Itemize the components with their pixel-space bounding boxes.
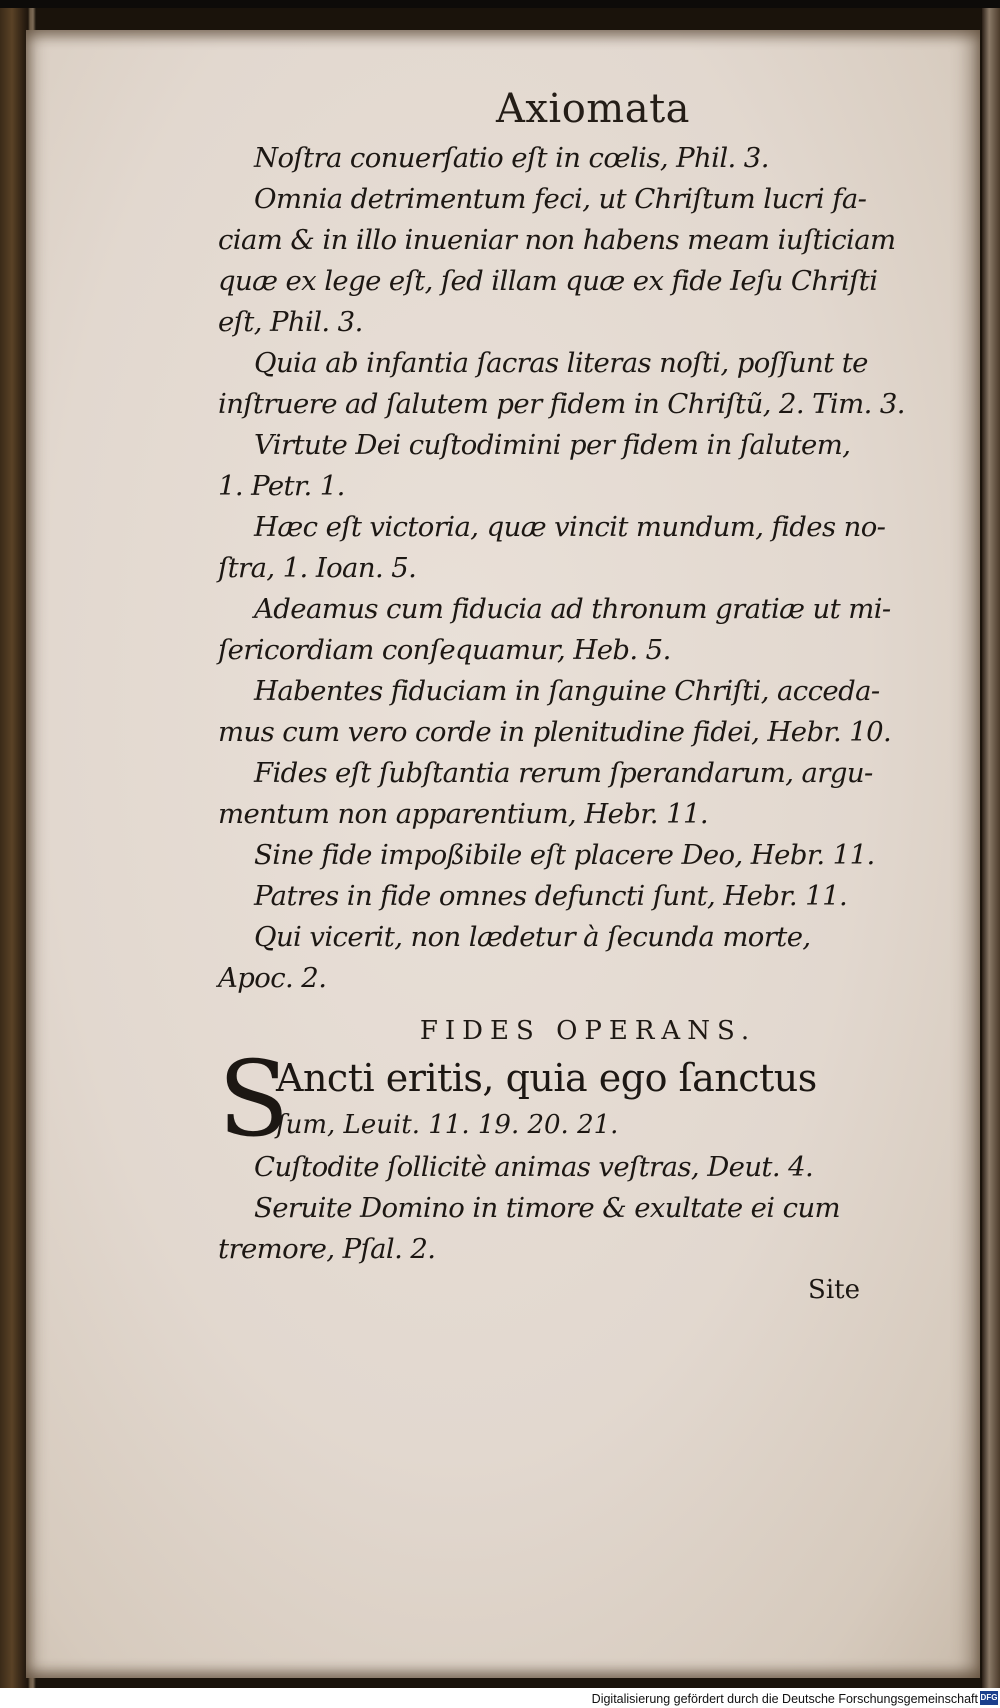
drop-cap-letter: S [218,1038,290,1160]
funding-credit: Digitalisierung gefördert durch die Deutsche Forschungsgemeinschaft [591,1692,978,1706]
dropcap-paragraph [218,1038,938,1160]
text-line: Cuſtodite ſollicitè animas veſtras, Deut. 4. [254,1151,814,1183]
book-edge [982,8,1000,1688]
text-line: mus cum vero corde in plenitudine fidei, Hebr. 10. [218,716,892,748]
text-line: Virtute Dei cuſtodimini per fidem in ſalutem, [254,429,851,461]
text-line: ſtra, 1. Ioan. 5. [218,552,417,584]
text-line: ſericordiam conſequamur, Heb. 5. [218,634,671,666]
footer-strip [0,1688,1000,1708]
dropcap-line-2: ſum, Leuit. 11. 19. 20. 21. [276,1110,619,1140]
running-header: Axiomata [495,86,691,132]
passage-lines-top [218,138,938,999]
text-line: Hæc eſt victoria, quæ vincit mundum, fides no- [254,511,886,543]
text-line: eſt, Phil. 3. [218,306,363,338]
section-heading: FIDES OPERANS. [419,1016,757,1046]
book-scan [0,8,1000,1688]
text-line: quæ ex lege eſt, ſed illam quæ ex fide Ieſu Chriſti [218,265,878,297]
text-line: ciam & in illo inueniar non habens meam iuſticiam [218,224,896,256]
text-line: mentum non apparentium, Hebr. 11. [218,798,709,830]
text-line: tremore, Pſal. 2. [218,1233,436,1265]
text-line: Habentes fiduciam in ſanguine Chriſti, acceda- [254,675,880,707]
text-line: 1. Petr. 1. [218,470,345,502]
text-line: Qui vicerit, non lædetur à ſecunda morte, [254,921,811,953]
dfg-logo-icon: DFG [980,1691,998,1705]
text-block [218,86,938,1310]
text-line: Fides eſt ſubſtantia rerum ſperandarum, argu- [254,757,873,789]
passage-lines-bottom [218,1147,938,1270]
text-line: Sine fide impoßibile eſt placere Deo, Hebr. 11. [254,839,875,871]
text-line: Patres in fide omnes defuncti ſunt, Hebr. 11. [254,880,848,912]
text-line: inſtruere ad ſalutem per fidem in Chriſtũ, 2. Tim. 3. [218,388,905,420]
text-line: Seruite Domino in timore & exultate ei cum [254,1192,841,1224]
dropcap-line-1: Ancti eritis, quia ego ſanctus [276,1056,817,1100]
text-line: Noſtra conuerſatio eſt in cœlis, Phil. 3. [254,142,769,174]
text-line: Quia ab infantia ſacras literas noſti, poſſunt te [254,347,868,379]
text-line: Adeamus cum fiducia ad thronum gratiæ ut mi- [254,593,891,625]
catchword: Site [808,1275,860,1305]
text-line: Omnia detrimentum feci, ut Chriſtum lucri fa- [254,183,867,215]
text-line: Apoc. 2. [218,962,327,994]
